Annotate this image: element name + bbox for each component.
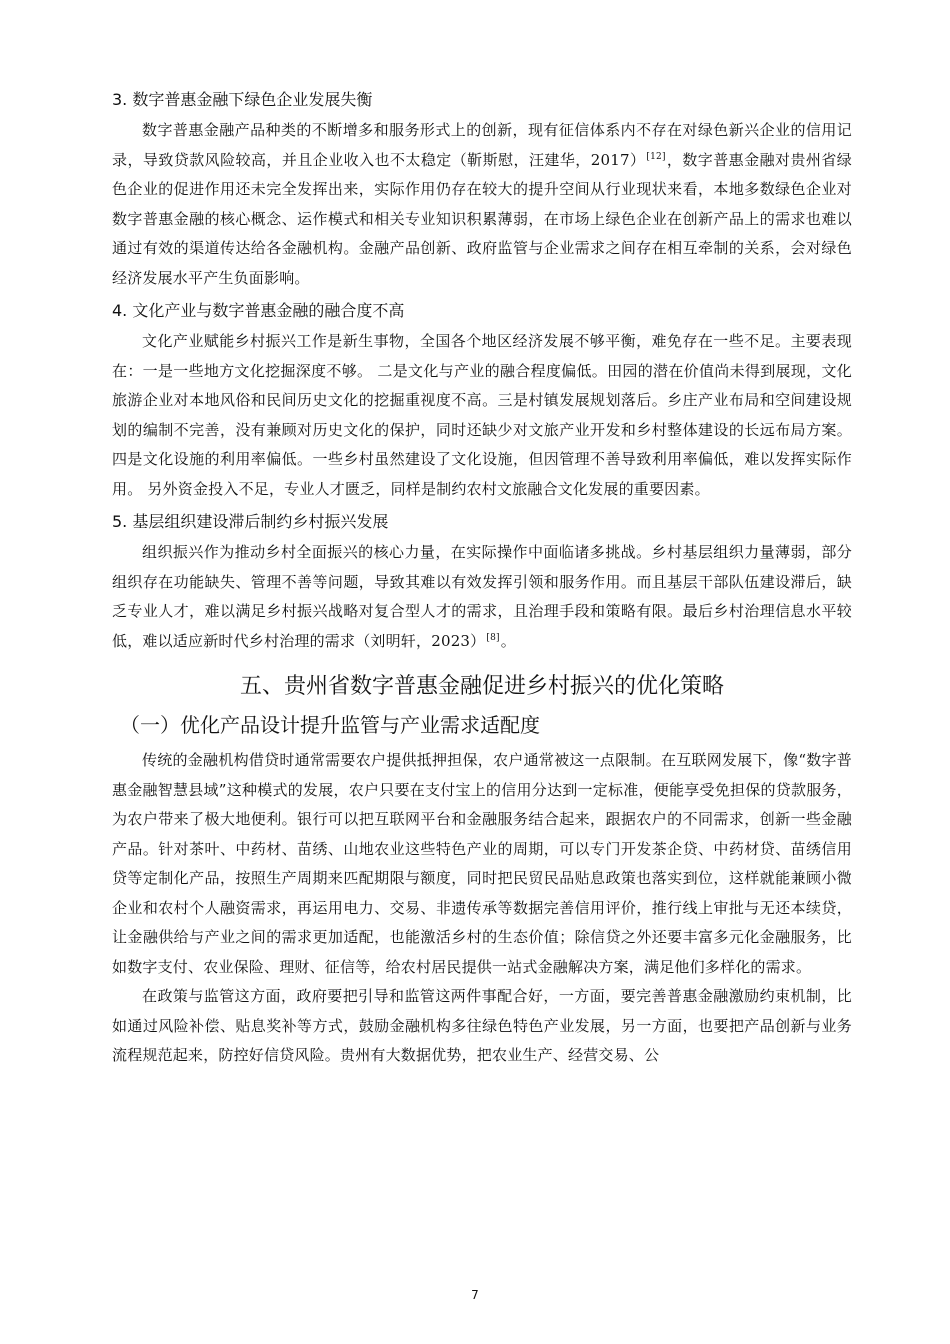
section-4 bbox=[112, 299, 852, 504]
paragraph bbox=[112, 538, 852, 656]
page-body bbox=[112, 88, 852, 1071]
paragraph bbox=[112, 116, 852, 293]
paragraph-text: 组织振兴作为推动乡村全面振兴的核心力量，在实际操作中面临诸多挑战。乡村基层组织力量薄弱，部分组织存在功能缺失、管理不善等问题，导致其难以有效发挥引领和服务作用。而且基层干部队伍建设滞后，缺乏专业人才，难以满足乡村振兴战略对复合型人才的需求，且治理手段和策略有限。最后乡村治理信息水平较低，难以适应新时代乡村治理的需求（刘明轩，2023） bbox=[112, 543, 852, 650]
paragraph-text: 文化产业赋能乡村振兴工作是新生事物，全国各个地区经济发展不够平衡，难免存在一些不足。主要表现在：一是一些地方文化挖掘深度不够。 二是文化与产业的融合程度偏低。田园的潜在价值尚未得到展现，文化旅游企业对本地风俗和民间历史文化的挖掘重视度不高。三是村镇发展规划落后。乡庄产业布局和空间建设规划的编制不完善，没有兼顾对历史文化的保护，同时还缺少对文旅产业开发和乡村整体建设的长远布局方案。 四是文化设施的利用率偏低。一些乡村虽然建设了文化设施，但因管理不善导致利用率偏低，难以发挥实际作用。 另外资金投入不足，专业人才匮乏，同样是制约农村文旅融合文化发展的重要因素。 bbox=[112, 332, 852, 498]
section-heading: 4. 文化产业与数字普惠金融的融合度不高 bbox=[112, 301, 405, 320]
page-number: 7 bbox=[471, 1288, 479, 1302]
subsection-title: （一）优化产品设计提升监管与产业需求适配度 bbox=[120, 713, 540, 737]
paragraph-text: 。 bbox=[500, 631, 516, 650]
section-5 bbox=[112, 510, 852, 656]
paragraph-text: 数字普惠金融产品种类的不断增多和服务形式上的创新，现有征信体系内不存在对绿色新兴企业的信用记录，导致贷款风险较高，并且企业收入也不太稳定（靳斯慰，汪建华，2017） bbox=[112, 121, 852, 169]
chapter-title: 五、贵州省数字普惠金融促进乡村振兴的优化策略 bbox=[239, 674, 724, 699]
paragraph: 在政策与监管这方面，政府要把引导和监管这两件事配合好，一方面，要完善普惠金融激励约束机制，比如通过风险补偿、贴息奖补等方式，鼓励金融机构多往绿色特色产业发展，另一方面，也要把产品创新与业务流程规范起来，防控好信贷风险。贵州有大数据优势，把农业生产、经营交易、公 bbox=[112, 987, 852, 1064]
paragraph bbox=[112, 327, 852, 504]
citation-mark: [12] bbox=[646, 151, 666, 162]
section-3 bbox=[112, 88, 852, 293]
paragraph: 传统的金融机构借贷时通常需要农户提供抵押担保，农户通常被这一点限制。在互联网发展下，像“数字普惠金融智慧县域”这种模式的发展，农户只要在支付宝上的信用分达到一定标准，便能享受免担保的贷款服务，为农户带来了极大地便利。银行可以把互联网平台和金融服务结合起来，跟据农户的不同需求，创新一些金融产品。针对茶叶、中药材、苗绣、山地农业这些特色产业的周期，可以专门开发茶企贷、中药材贷、苗绣信用贷等定制化产品，按照生产周期来匹配期限与额度，同时把民贸民品贴息政策也落实到位，这样就能兼顾小微企业和农村个人融资需求，再运用电力、交易、非遗传承等数据完善信用评价，推行线上审批与无还本续贷，让金融供给与产业之间的需求更加适配，也能激活乡村的生态价值；除信贷之外还要丰富多元化金融服务，比如数字支付、农业保险、理财、征信等，给农村居民提供一站式金融解决方案，满足他们多样化的需求。 bbox=[112, 751, 852, 976]
citation-mark: [8] bbox=[486, 632, 500, 643]
section-heading: 3. 数字普惠金融下绿色企业发展失衡 bbox=[112, 90, 373, 109]
paragraph-text: ，数字普惠金融对贵州省绿色企业的促进作用还未完全发挥出来，实际作用仍存在较大的提升空间从行业现状来看，本地多数绿色企业对数字普惠金融的核心概念、运作模式和相关专业知识积累薄弱，在市场上绿色企业在创新产品上的需求也难以通过有效的渠道传达给各金融机构。金融产品创新、政府监管与企业需求之间存在相互牵制的关系，会对绿色经济发展水平产生负面影响。 bbox=[112, 150, 852, 287]
section-heading: 5. 基层组织建设滞后制约乡村振兴发展 bbox=[112, 512, 389, 531]
